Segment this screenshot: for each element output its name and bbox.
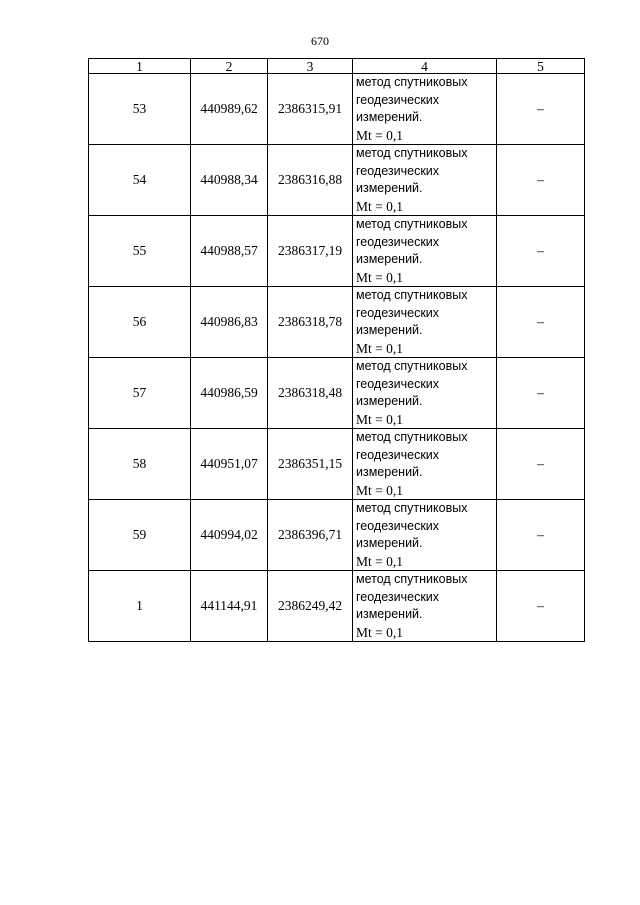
method-line-3 [356,535,496,570]
method-line-1: метод спутниковых [356,217,468,231]
table-body [89,74,585,642]
method-line-1: метод спутниковых [356,430,468,444]
table-row [89,358,585,429]
note-cell: – [497,500,585,571]
method-line-2: геодезических [356,376,440,391]
table-header-row [89,59,585,74]
method-word: измерений. [356,394,423,408]
method-cell [353,358,497,429]
y-coordinate-cell: 2386315,91 [268,74,353,145]
table-row [89,145,585,216]
point-number-cell: 56 [89,287,191,358]
method-cell [353,74,497,145]
x-coordinate-cell: 440988,34 [191,145,268,216]
accuracy-formula: Mt = 0,1 [356,624,403,640]
point-number-cell: 57 [89,358,191,429]
point-number-cell: 58 [89,429,191,500]
table-row [89,571,585,642]
x-coordinate-cell: 440994,02 [191,500,268,571]
method-line-2: геодезических [356,92,440,107]
table-row [89,287,585,358]
method-line-3 [356,464,496,499]
accuracy-formula: Mt = 0,1 [356,411,403,427]
column-header-2: 2 [191,59,268,74]
note-cell: – [497,74,585,145]
x-coordinate-cell: 440986,83 [191,287,268,358]
y-coordinate-cell: 2386351,15 [268,429,353,500]
method-line-2: геодезических [356,163,440,178]
method-line-1: метод спутниковых [356,572,468,586]
point-number-cell: 55 [89,216,191,287]
method-word: измерений. [356,465,423,479]
y-coordinate-cell: 2386318,48 [268,358,353,429]
method-line-3 [356,322,496,357]
column-header-1: 1 [89,59,191,74]
accuracy-formula: Mt = 0,1 [356,340,403,356]
method-line-3 [356,606,496,641]
method-line-1: метод спутниковых [356,359,468,373]
method-line-3 [356,393,496,428]
method-line-2: геодезических [356,234,440,249]
accuracy-formula: Mt = 0,1 [356,269,403,285]
method-word: измерений. [356,252,423,266]
column-header-4: 4 [353,59,497,74]
x-coordinate-cell: 440989,62 [191,74,268,145]
page-number: 670 [311,34,329,48]
method-word: измерений. [356,536,423,550]
accuracy-formula: Mt = 0,1 [356,482,403,498]
accuracy-formula: Mt = 0,1 [356,198,403,214]
method-cell [353,500,497,571]
y-coordinate-cell: 2386318,78 [268,287,353,358]
y-coordinate-cell: 2386316,88 [268,145,353,216]
note-cell: – [497,358,585,429]
method-cell [353,287,497,358]
method-line-3 [356,180,496,215]
point-number-cell: 53 [89,74,191,145]
method-line-1: метод спутниковых [356,288,468,302]
method-word: измерений. [356,323,423,337]
method-word: измерений. [356,181,423,195]
method-cell [353,429,497,500]
point-number-cell: 54 [89,145,191,216]
table-row [89,429,585,500]
point-number-cell: 59 [89,500,191,571]
note-cell: – [497,429,585,500]
method-line-2: геодезических [356,518,440,533]
table-row [89,74,585,145]
method-cell [353,571,497,642]
point-number-cell: 1 [89,571,191,642]
method-line-1: метод спутниковых [356,75,468,89]
method-line-2: геодезических [356,447,440,462]
method-line-2: геодезических [356,305,440,320]
table-row [89,500,585,571]
method-cell [353,145,497,216]
method-line-1: метод спутниковых [356,501,468,515]
table-row [89,216,585,287]
method-word: измерений. [356,110,423,124]
y-coordinate-cell: 2386249,42 [268,571,353,642]
accuracy-formula: Mt = 0,1 [356,553,403,569]
y-coordinate-cell: 2386396,71 [268,500,353,571]
method-line-1: метод спутниковых [356,146,468,160]
y-coordinate-cell: 2386317,19 [268,216,353,287]
x-coordinate-cell: 441144,91 [191,571,268,642]
x-coordinate-cell: 440986,59 [191,358,268,429]
coordinates-table [88,58,585,642]
note-cell: – [497,287,585,358]
column-header-3: 3 [268,59,353,74]
note-cell: – [497,571,585,642]
method-word: измерений. [356,607,423,621]
note-cell: – [497,216,585,287]
x-coordinate-cell: 440951,07 [191,429,268,500]
column-header-5: 5 [497,59,585,74]
note-cell: – [497,145,585,216]
x-coordinate-cell: 440988,57 [191,216,268,287]
method-line-3 [356,251,496,286]
accuracy-formula: Mt = 0,1 [356,127,403,143]
method-line-2: геодезических [356,589,440,604]
method-line-3 [356,109,496,144]
method-cell [353,216,497,287]
